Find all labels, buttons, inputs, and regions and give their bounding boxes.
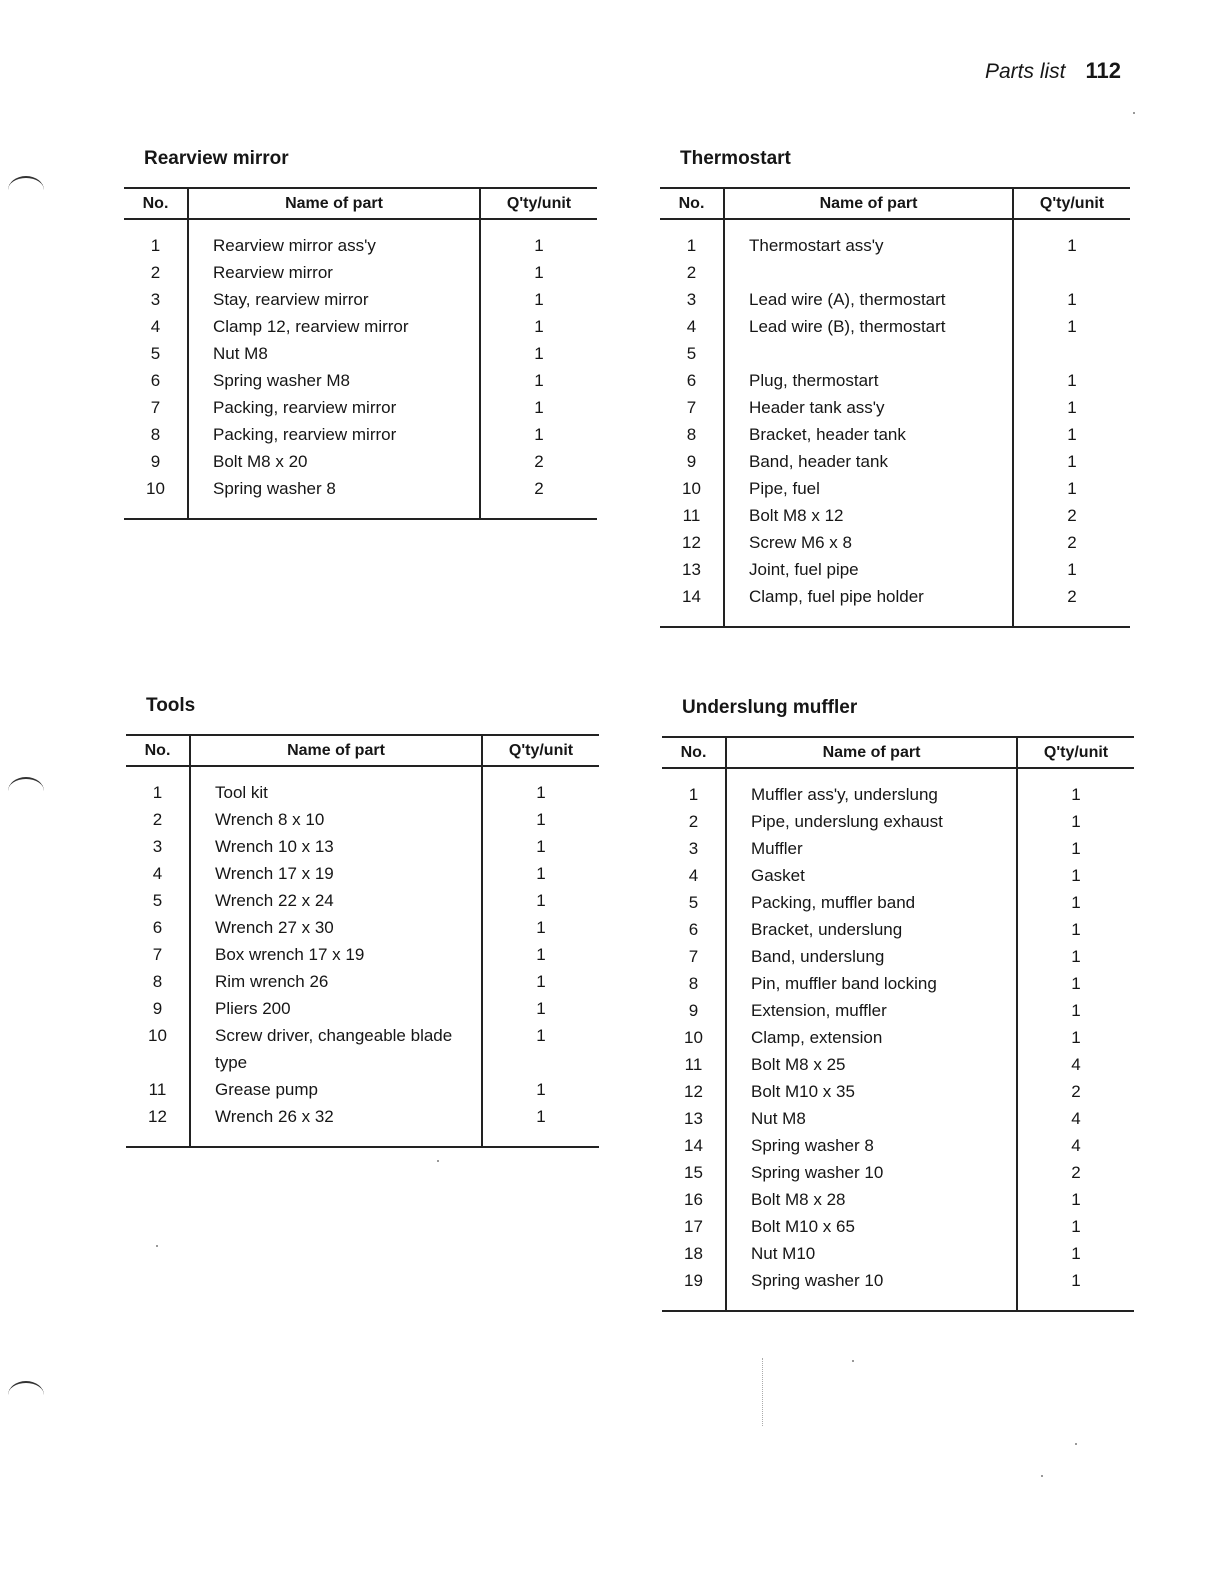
table-row xyxy=(660,367,1130,394)
table-row xyxy=(124,448,597,475)
part-number: 3 xyxy=(150,289,161,309)
section-underslung-muffler xyxy=(662,697,1134,1312)
table-row xyxy=(662,1186,1134,1213)
table-row xyxy=(660,556,1130,583)
part-quantity: 4 xyxy=(1017,1105,1134,1132)
part-number: 6 xyxy=(152,917,163,937)
part-quantity: 1 xyxy=(1013,232,1130,259)
part-quantity: 1 xyxy=(480,367,597,394)
parts-table xyxy=(124,187,597,520)
table-row xyxy=(124,340,597,367)
table-row xyxy=(126,914,599,941)
part-name: Thermostart ass'y xyxy=(724,232,1013,259)
part-quantity: 1 xyxy=(482,806,599,833)
scan-dotted-line xyxy=(762,1358,763,1426)
column-header-name: Name of part xyxy=(724,188,1013,219)
table-row xyxy=(660,259,1130,286)
table-row xyxy=(660,502,1130,529)
table-row xyxy=(660,475,1130,502)
part-number: 4 xyxy=(152,863,163,883)
part-quantity: 1 xyxy=(480,313,597,340)
part-name: Clamp, fuel pipe holder xyxy=(724,583,1013,610)
part-number: 4 xyxy=(150,316,161,336)
part-number: 3 xyxy=(152,836,163,856)
part-name: Packing, muffler band xyxy=(726,889,1017,916)
part-name: Wrench 26 x 32 xyxy=(190,1103,482,1130)
part-name: type xyxy=(190,1049,482,1076)
part-number: 4 xyxy=(688,865,699,885)
end-cell xyxy=(662,1294,726,1311)
column-header-name: Name of part xyxy=(726,737,1017,768)
table-row xyxy=(662,1078,1134,1105)
part-quantity: 1 xyxy=(1013,556,1130,583)
part-number: 1 xyxy=(686,235,697,255)
scan-speck xyxy=(1041,1475,1043,1477)
part-quantity: 2 xyxy=(1017,1078,1134,1105)
column-header-no: No. xyxy=(660,188,724,219)
table-row xyxy=(662,1051,1134,1078)
part-number: 7 xyxy=(688,946,699,966)
column-header-qty: Q'ty/unit xyxy=(1013,188,1130,219)
table-row xyxy=(126,941,599,968)
part-name: Bolt M8 x 28 xyxy=(726,1186,1017,1213)
table-header-row xyxy=(126,735,599,766)
part-quantity: 1 xyxy=(1017,835,1134,862)
part-number: 10 xyxy=(148,1025,167,1045)
part-name: Rearview mirror ass'y xyxy=(188,232,480,259)
section-tools xyxy=(126,695,599,1148)
table-row xyxy=(124,313,597,340)
parts-table xyxy=(662,736,1134,1312)
part-number: 10 xyxy=(684,1027,703,1047)
part-quantity xyxy=(1013,340,1130,367)
part-quantity: 1 xyxy=(480,259,597,286)
part-name: Pin, muffler band locking xyxy=(726,970,1017,997)
spacer-cell xyxy=(726,768,1017,781)
table-row xyxy=(662,862,1134,889)
column-header-no: No. xyxy=(124,188,188,219)
page-header-title: Parts list xyxy=(984,60,1066,83)
part-name: Packing, rearview mirror xyxy=(188,394,480,421)
part-name: Nut M10 xyxy=(726,1240,1017,1267)
section-title: Rearview mirror xyxy=(144,148,289,169)
part-name: Muffler ass'y, underslung xyxy=(726,781,1017,808)
part-number: 6 xyxy=(686,370,697,390)
table-row xyxy=(126,806,599,833)
part-name: Rearview mirror xyxy=(188,259,480,286)
table-row xyxy=(662,808,1134,835)
part-number: 11 xyxy=(682,505,701,525)
part-quantity: 1 xyxy=(1013,286,1130,313)
scan-speck xyxy=(437,1160,439,1162)
table-row xyxy=(126,779,599,806)
end-cell xyxy=(724,610,1013,627)
spacer-cell xyxy=(662,768,726,781)
part-number: 5 xyxy=(152,890,163,910)
part-quantity: 2 xyxy=(480,448,597,475)
part-name: Nut M8 xyxy=(188,340,480,367)
part-name: Gasket xyxy=(726,862,1017,889)
part-name: Bolt M10 x 35 xyxy=(726,1078,1017,1105)
part-quantity xyxy=(1013,259,1130,286)
page-header xyxy=(985,58,1121,84)
part-number xyxy=(126,1049,190,1076)
part-number: 17 xyxy=(684,1216,703,1236)
part-name: Lead wire (A), thermostart xyxy=(724,286,1013,313)
scan-speck xyxy=(156,1245,158,1247)
binder-mark-bottom xyxy=(8,1381,44,1395)
part-quantity: 1 xyxy=(1017,808,1134,835)
part-number: 9 xyxy=(150,451,161,471)
part-number: 8 xyxy=(686,424,697,444)
end-cell xyxy=(660,610,724,627)
part-number: 5 xyxy=(686,343,697,363)
table-row xyxy=(124,421,597,448)
table-row xyxy=(660,583,1130,610)
end-cell xyxy=(482,1130,599,1147)
part-quantity: 1 xyxy=(482,1103,599,1130)
table-row xyxy=(126,995,599,1022)
table-row xyxy=(660,448,1130,475)
part-name: Pliers 200 xyxy=(190,995,482,1022)
table-spacer-row xyxy=(126,766,599,779)
part-quantity: 1 xyxy=(1013,421,1130,448)
table-row xyxy=(660,421,1130,448)
part-number: 7 xyxy=(150,397,161,417)
table-row xyxy=(660,286,1130,313)
table-row xyxy=(662,781,1134,808)
section-thermostart xyxy=(660,148,1130,628)
part-name: Clamp, extension xyxy=(726,1024,1017,1051)
end-cell xyxy=(480,502,597,519)
part-name: Tool kit xyxy=(190,779,482,806)
part-name: Packing, rearview mirror xyxy=(188,421,480,448)
part-quantity: 1 xyxy=(480,421,597,448)
part-quantity: 2 xyxy=(480,475,597,502)
part-name: Wrench 22 x 24 xyxy=(190,887,482,914)
section-title: Tools xyxy=(146,695,196,716)
part-quantity: 4 xyxy=(1017,1132,1134,1159)
part-quantity: 1 xyxy=(1013,367,1130,394)
part-quantity: 1 xyxy=(1013,394,1130,421)
part-number: 10 xyxy=(682,478,701,498)
part-number: 2 xyxy=(688,811,699,831)
table-row xyxy=(124,475,597,502)
column-header-qty: Q'ty/unit xyxy=(480,188,597,219)
part-name: Pipe, fuel xyxy=(724,475,1013,502)
table-row xyxy=(662,1267,1134,1294)
parts-table xyxy=(126,734,599,1148)
table-row xyxy=(662,997,1134,1024)
part-number: 5 xyxy=(150,343,161,363)
table-row xyxy=(660,529,1130,556)
part-number: 1 xyxy=(152,782,163,802)
part-name: Clamp 12, rearview mirror xyxy=(188,313,480,340)
part-quantity: 1 xyxy=(1013,475,1130,502)
part-quantity: 1 xyxy=(480,340,597,367)
part-quantity: 1 xyxy=(482,1022,599,1049)
part-quantity: 2 xyxy=(1013,583,1130,610)
part-quantity: 1 xyxy=(482,914,599,941)
part-number: 5 xyxy=(688,892,699,912)
part-number: 7 xyxy=(152,944,163,964)
part-name: Wrench 10 x 13 xyxy=(190,833,482,860)
part-quantity: 1 xyxy=(482,860,599,887)
table-header-row xyxy=(662,737,1134,768)
part-number: 1 xyxy=(150,235,161,255)
part-number: 15 xyxy=(684,1162,703,1182)
part-quantity: 1 xyxy=(1017,970,1134,997)
column-header-name: Name of part xyxy=(190,735,482,766)
table-row xyxy=(124,394,597,421)
table-row xyxy=(660,232,1130,259)
table-row xyxy=(126,860,599,887)
scan-speck xyxy=(1075,1443,1077,1445)
part-name xyxy=(724,340,1013,367)
part-number: 9 xyxy=(152,998,163,1018)
part-quantity: 1 xyxy=(1013,313,1130,340)
part-number: 9 xyxy=(688,1000,699,1020)
part-quantity: 1 xyxy=(1017,943,1134,970)
end-cell xyxy=(190,1130,482,1147)
part-number: 4 xyxy=(686,316,697,336)
table-spacer-row xyxy=(660,219,1130,232)
table-row xyxy=(662,889,1134,916)
binder-mark-top xyxy=(8,176,44,190)
spacer-cell xyxy=(188,219,480,232)
spacer-cell xyxy=(1013,219,1130,232)
part-name: Screw M6 x 8 xyxy=(724,529,1013,556)
table-row xyxy=(126,887,599,914)
table-row xyxy=(126,833,599,860)
binder-mark-middle xyxy=(8,777,44,791)
part-name: Bracket, header tank xyxy=(724,421,1013,448)
part-quantity: 2 xyxy=(1017,1159,1134,1186)
spacer-cell xyxy=(724,219,1013,232)
part-quantity: 1 xyxy=(480,394,597,421)
part-name: Bolt M8 x 25 xyxy=(726,1051,1017,1078)
part-name: Bolt M8 x 12 xyxy=(724,502,1013,529)
part-quantity: 4 xyxy=(1017,1051,1134,1078)
section-rearview-mirror xyxy=(124,148,597,520)
part-quantity: 1 xyxy=(1017,862,1134,889)
part-number: 14 xyxy=(684,1135,703,1155)
part-number: 8 xyxy=(150,424,161,444)
part-number: 3 xyxy=(686,289,697,309)
table-row xyxy=(662,916,1134,943)
scan-speck xyxy=(1133,112,1135,114)
part-name: Bolt M10 x 65 xyxy=(726,1213,1017,1240)
part-number: 19 xyxy=(684,1270,703,1290)
table-header-row xyxy=(660,188,1130,219)
part-number: 2 xyxy=(152,809,163,829)
part-name: Box wrench 17 x 19 xyxy=(190,941,482,968)
spacer-cell xyxy=(1017,768,1134,781)
spacer-cell xyxy=(190,766,482,779)
parts-table xyxy=(660,187,1130,628)
part-quantity: 1 xyxy=(1017,1267,1134,1294)
column-header-no: No. xyxy=(662,737,726,768)
table-row xyxy=(126,968,599,995)
part-quantity: 1 xyxy=(482,887,599,914)
table-row xyxy=(124,286,597,313)
table-row xyxy=(126,1022,599,1049)
column-header-name: Name of part xyxy=(188,188,480,219)
part-name: Spring washer M8 xyxy=(188,367,480,394)
part-quantity: 1 xyxy=(482,1076,599,1103)
part-name: Extension, muffler xyxy=(726,997,1017,1024)
part-number: 3 xyxy=(688,838,699,858)
column-header-qty: Q'ty/unit xyxy=(1017,737,1134,768)
table-row xyxy=(126,1049,599,1076)
spacer-cell xyxy=(480,219,597,232)
part-quantity: 1 xyxy=(482,968,599,995)
part-name: Lead wire (B), thermostart xyxy=(724,313,1013,340)
table-spacer-row xyxy=(124,219,597,232)
table-row xyxy=(660,313,1130,340)
part-quantity: 2 xyxy=(1013,502,1130,529)
table-row xyxy=(126,1103,599,1130)
part-quantity: 1 xyxy=(482,833,599,860)
part-number: 18 xyxy=(684,1243,703,1263)
scan-speck xyxy=(852,1360,854,1362)
table-row xyxy=(124,232,597,259)
part-name: Grease pump xyxy=(190,1076,482,1103)
part-number: 13 xyxy=(684,1108,703,1128)
part-quantity: 1 xyxy=(482,779,599,806)
part-name: Wrench 17 x 19 xyxy=(190,860,482,887)
part-name: Nut M8 xyxy=(726,1105,1017,1132)
table-row xyxy=(126,1076,599,1103)
table-row xyxy=(662,970,1134,997)
part-number: 6 xyxy=(150,370,161,390)
part-name: Bolt M8 x 20 xyxy=(188,448,480,475)
section-title: Underslung muffler xyxy=(682,697,858,718)
part-quantity: 1 xyxy=(1017,781,1134,808)
part-name: Spring washer 10 xyxy=(726,1159,1017,1186)
table-end-row xyxy=(124,502,597,519)
table-row xyxy=(662,1213,1134,1240)
part-number: 14 xyxy=(682,586,701,606)
part-quantity: 1 xyxy=(1017,997,1134,1024)
page-number: 112 xyxy=(1085,58,1121,83)
part-name: Header tank ass'y xyxy=(724,394,1013,421)
spacer-cell xyxy=(124,219,188,232)
table-row xyxy=(662,1105,1134,1132)
part-name: Screw driver, changeable blade xyxy=(190,1022,482,1049)
end-cell xyxy=(726,1294,1017,1311)
part-name: Band, underslung xyxy=(726,943,1017,970)
end-cell xyxy=(124,502,188,519)
table-row xyxy=(660,394,1130,421)
part-number: 8 xyxy=(688,973,699,993)
table-row xyxy=(662,1240,1134,1267)
part-quantity: 1 xyxy=(1013,448,1130,475)
part-number: 12 xyxy=(148,1106,167,1126)
column-header-no: No. xyxy=(126,735,190,766)
part-number: 2 xyxy=(150,262,161,282)
end-cell xyxy=(1017,1294,1134,1311)
table-spacer-row xyxy=(662,768,1134,781)
table-row xyxy=(662,1159,1134,1186)
table-end-row xyxy=(126,1130,599,1147)
part-name: Spring washer 8 xyxy=(188,475,480,502)
part-quantity: 1 xyxy=(1017,1024,1134,1051)
end-cell xyxy=(1013,610,1130,627)
table-header-row xyxy=(124,188,597,219)
part-name: Rim wrench 26 xyxy=(190,968,482,995)
part-number: 9 xyxy=(686,451,697,471)
part-quantity: 1 xyxy=(1017,1213,1134,1240)
part-number: 11 xyxy=(684,1054,703,1074)
part-number: 10 xyxy=(146,478,165,498)
part-name: Muffler xyxy=(726,835,1017,862)
part-name: Wrench 27 x 30 xyxy=(190,914,482,941)
part-quantity: 1 xyxy=(480,232,597,259)
part-quantity: 1 xyxy=(1017,1240,1134,1267)
column-header-qty: Q'ty/unit xyxy=(482,735,599,766)
spacer-cell xyxy=(126,766,190,779)
part-number: 13 xyxy=(682,559,701,579)
end-cell xyxy=(126,1130,190,1147)
part-name: Joint, fuel pipe xyxy=(724,556,1013,583)
part-name xyxy=(724,259,1013,286)
part-quantity: 1 xyxy=(1017,1186,1134,1213)
end-cell xyxy=(188,502,480,519)
part-quantity xyxy=(482,1049,599,1076)
part-quantity: 1 xyxy=(1017,889,1134,916)
table-row xyxy=(662,943,1134,970)
part-number: 2 xyxy=(686,262,697,282)
part-name: Plug, thermostart xyxy=(724,367,1013,394)
part-quantity: 1 xyxy=(482,995,599,1022)
part-name: Spring washer 8 xyxy=(726,1132,1017,1159)
spacer-cell xyxy=(482,766,599,779)
part-name: Stay, rearview mirror xyxy=(188,286,480,313)
part-number: 12 xyxy=(682,532,701,552)
part-name: Spring washer 10 xyxy=(726,1267,1017,1294)
part-quantity: 2 xyxy=(1013,529,1130,556)
part-number: 11 xyxy=(148,1079,167,1099)
table-row xyxy=(660,340,1130,367)
part-number: 12 xyxy=(684,1081,703,1101)
part-number: 1 xyxy=(688,784,699,804)
section-title: Thermostart xyxy=(680,148,791,169)
part-name: Wrench 8 x 10 xyxy=(190,806,482,833)
table-end-row xyxy=(662,1294,1134,1311)
spacer-cell xyxy=(660,219,724,232)
part-quantity: 1 xyxy=(480,286,597,313)
part-number: 7 xyxy=(686,397,697,417)
part-number: 8 xyxy=(152,971,163,991)
part-quantity: 1 xyxy=(1017,916,1134,943)
part-quantity: 1 xyxy=(482,941,599,968)
table-row xyxy=(662,835,1134,862)
part-number: 16 xyxy=(684,1189,703,1209)
part-name: Pipe, underslung exhaust xyxy=(726,808,1017,835)
part-number: 6 xyxy=(688,919,699,939)
table-row xyxy=(124,259,597,286)
table-row xyxy=(662,1132,1134,1159)
table-end-row xyxy=(660,610,1130,627)
table-row xyxy=(662,1024,1134,1051)
part-name: Bracket, underslung xyxy=(726,916,1017,943)
part-name: Band, header tank xyxy=(724,448,1013,475)
table-row xyxy=(124,367,597,394)
